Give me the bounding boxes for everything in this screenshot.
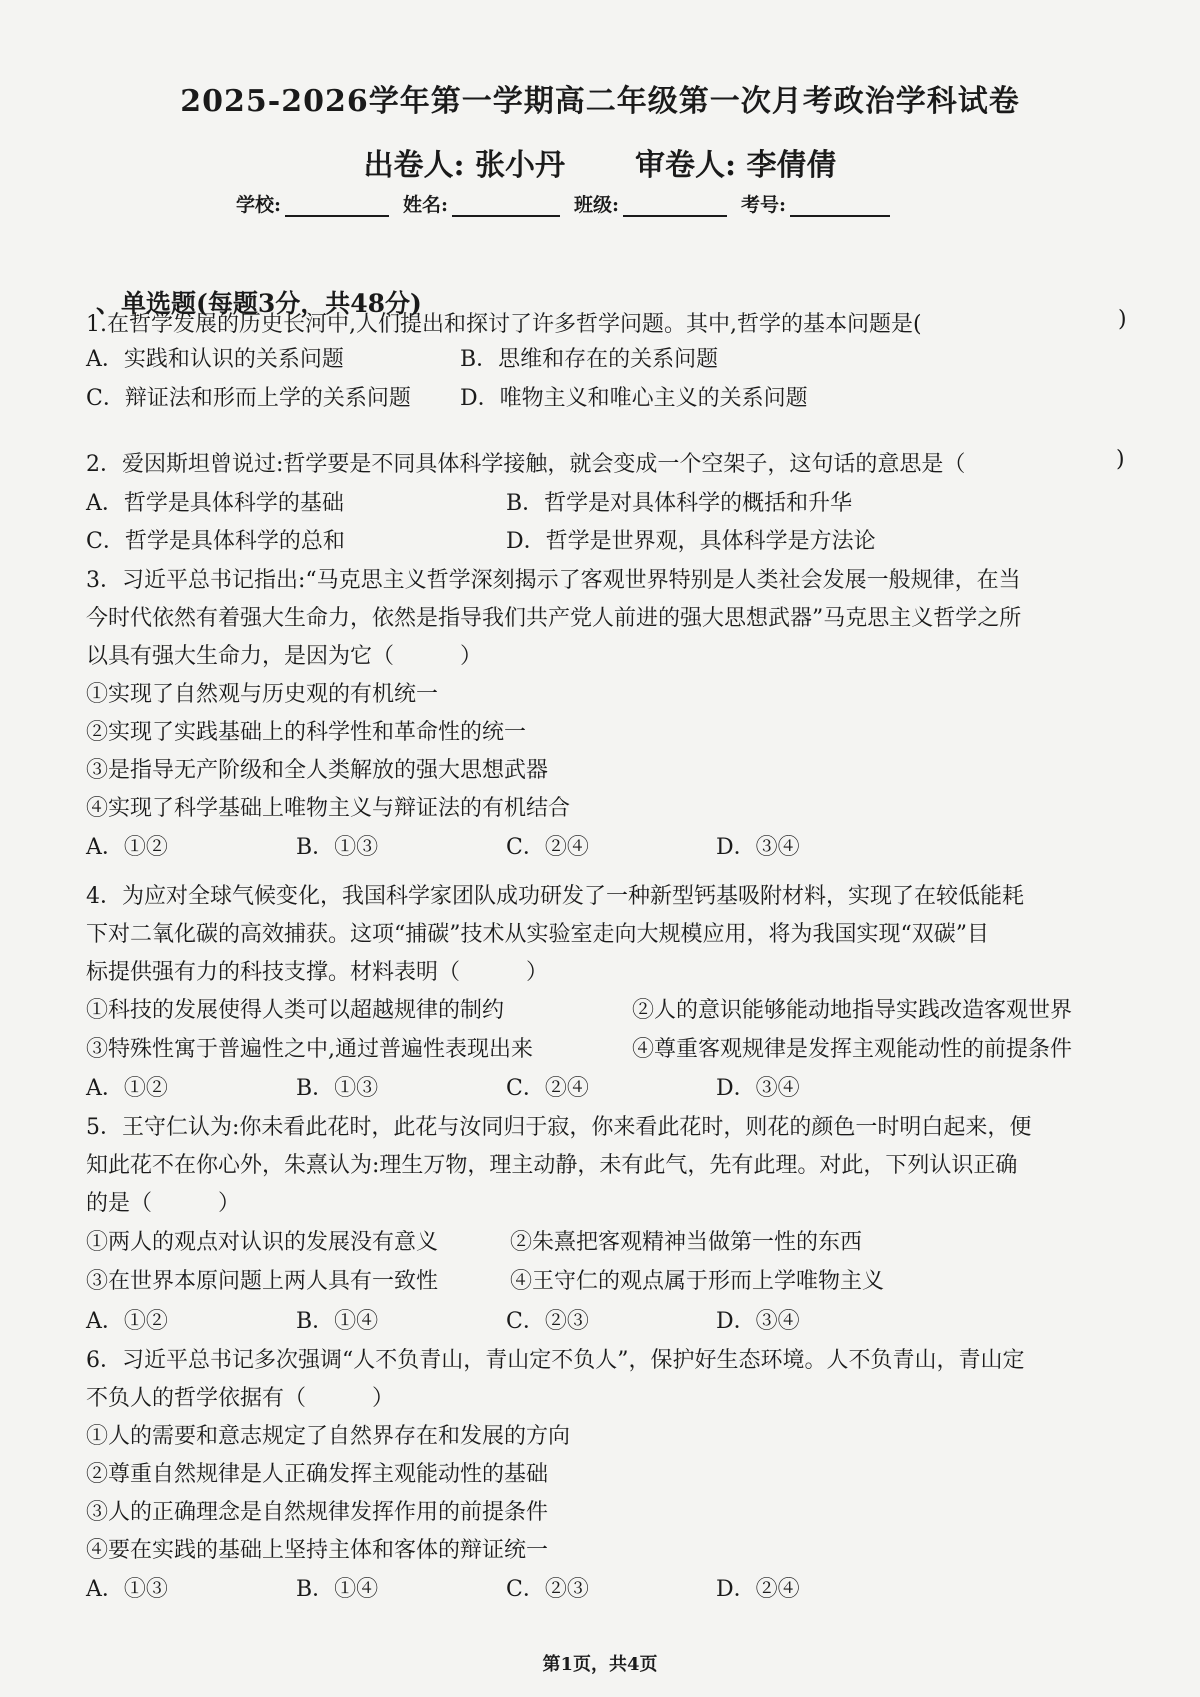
q4-stem-line: 标提供强有力的科技支撑。材料表明（ ）: [86, 960, 549, 985]
authors-line: [0, 140, 1200, 184]
q4-item-1: ①科技的发展使得人类可以超越规律的制约: [86, 998, 505, 1023]
q3-option-b: B．①③: [296, 835, 379, 860]
q3-stem-line: 以具有强大生命力，是因为它（ ）: [86, 644, 483, 669]
q3-option-c: C．②④: [506, 835, 589, 860]
q1-option-b: B．思维和存在的关系问题: [460, 347, 719, 372]
q4-stem-line: 4．为应对全球气候变化，我国科学家团队成功研发了一种新型钙基吸附材料，实现了在较低能耗: [86, 884, 1025, 909]
q1-option-a: A．实践和认识的关系问题: [86, 347, 344, 372]
q3-option-a: A．①②: [86, 835, 168, 860]
q2-stem: 2．爱因斯坦曾说过:哲学要是不同具体科学接触，就会变成一个空架子，这句话的意思是（: [86, 452, 966, 477]
q3-option-d: D．③④: [716, 835, 800, 860]
page-number: 第1页，共4页: [542, 1654, 658, 1675]
q6-stem-line: 6．习近平总书记多次强调“人不负青山，青山定不负人”，保护好生态环境。人不负青山，青山定: [86, 1348, 1025, 1373]
q6-item-1: ①人的需要和意志规定了自然界存在和发展的方向: [86, 1424, 571, 1449]
q6-item-2: ②尊重自然规律是人正确发挥主观能动性的基础: [86, 1462, 549, 1487]
q5-option-d: D．③④: [716, 1309, 800, 1334]
q5-item-3: ③在世界本原问题上两人具有一致性: [86, 1269, 439, 1294]
q2-option-b: B．哲学是对具体科学的概括和升华: [506, 491, 853, 516]
author: 出卷人: 张小丹: [363, 148, 565, 183]
q6-stem-line: 不负人的哲学依据有（ ）: [86, 1386, 395, 1411]
q6-option-a: A．①③: [86, 1577, 168, 1602]
q5-item-1: ①两人的观点对认识的发展没有意义: [86, 1230, 439, 1255]
q6-option-d: D．②④: [716, 1577, 800, 1602]
q4-item-2: ②人的意识能够能动地指导实践改造客观世界: [632, 998, 1073, 1023]
q4-option-d: D．③④: [716, 1076, 800, 1101]
q1-paren: ): [1118, 307, 1127, 332]
q1-stem: 1.在哲学发展的历史长河中,人们提出和探讨了许多哲学问题。其中,哲学的基本问题是(: [86, 312, 922, 337]
q4-option-a: A．①②: [86, 1076, 168, 1101]
q5-option-c: C．②③: [506, 1309, 589, 1334]
q5-stem-line: 的是（ ）: [86, 1191, 241, 1216]
q6-option-c: C．②③: [506, 1577, 589, 1602]
q5-item-2: ②朱熹把客观精神当做第一性的东西: [510, 1230, 863, 1255]
exam-number-field[interactable]: 考号:: [741, 190, 890, 217]
q3-item-3: ③是指导无产阶级和全人类解放的强大思想武器: [86, 758, 549, 783]
class-field[interactable]: 班级:: [574, 190, 727, 217]
q4-option-c: C．②④: [506, 1076, 589, 1101]
q4-stem-line: 下对二氧化碳的高效捕获。这项“捕碳”技术从实验室走向大规模应用，将为我国实现“双碳”目: [86, 922, 989, 947]
q4-option-b: B．①③: [296, 1076, 379, 1101]
q6-item-3: ③人的正确理念是自然规律发挥作用的前提条件: [86, 1500, 549, 1525]
q2-option-d: D．哲学是世界观，具体科学是方法论: [506, 529, 876, 554]
q4-item-4: ④尊重客观规律是发挥主观能动性的前提条件: [632, 1037, 1073, 1062]
q2-option-a: A．哲学是具体科学的基础: [86, 491, 344, 516]
q5-stem-line: 5．王守仁认为:你未看此花时，此花与汝同归于寂，你来看此花时，则花的颜色一时明白起来，便: [86, 1115, 1032, 1140]
reviewer: 审卷人: 李倩倩: [635, 148, 837, 183]
q5-option-a: A．①②: [86, 1309, 168, 1334]
q3-item-4: ④实现了科学基础上唯物主义与辩证法的有机结合: [86, 796, 571, 821]
student-info-fields: [236, 190, 904, 217]
q2-paren: ): [1116, 447, 1125, 472]
q5-stem-line: 知此花不在你心外，朱熹认为:理生万物，理主动静，未有此气，先有此理。对此，下列认识正确: [86, 1153, 1018, 1178]
q4-item-3: ③特殊性寓于普遍性之中,通过普遍性表现出来: [86, 1037, 533, 1062]
q6-option-b: B．①④: [296, 1577, 379, 1602]
q3-stem-line: 3．习近平总书记指出:“马克思主义哲学深刻揭示了客观世界特别是人类社会发展一般规律，在当: [86, 568, 1021, 593]
q3-stem-line: 今时代依然有着强大生命力，依然是指导我们共产党人前进的强大思想武器”马克思主义哲学之所: [86, 606, 1022, 631]
q2-option-c: C．哲学是具体科学的总和: [86, 529, 345, 554]
exam-title: 2025-2026学年第一学期高二年级第一次月考政治学科试卷: [180, 84, 1020, 119]
q1-option-d: D．唯物主义和唯心主义的关系问题: [460, 386, 808, 411]
q1-option-c: C．辩证法和形而上学的关系问题: [86, 386, 411, 411]
q6-item-4: ④要在实践的基础上坚持主体和客体的辩证统一: [86, 1538, 549, 1563]
q3-item-1: ①实现了自然观与历史观的有机统一: [86, 682, 439, 707]
q3-item-2: ②实现了实践基础上的科学性和革命性的统一: [86, 720, 527, 745]
section-heading: 、单选题(每题3分，共48分): [96, 289, 422, 318]
name-field[interactable]: 姓名:: [403, 190, 560, 217]
school-field[interactable]: 学校:: [236, 190, 389, 217]
q5-item-4: ④王守仁的观点属于形而上学唯物主义: [510, 1269, 885, 1294]
q5-option-b: B．①④: [296, 1309, 379, 1334]
